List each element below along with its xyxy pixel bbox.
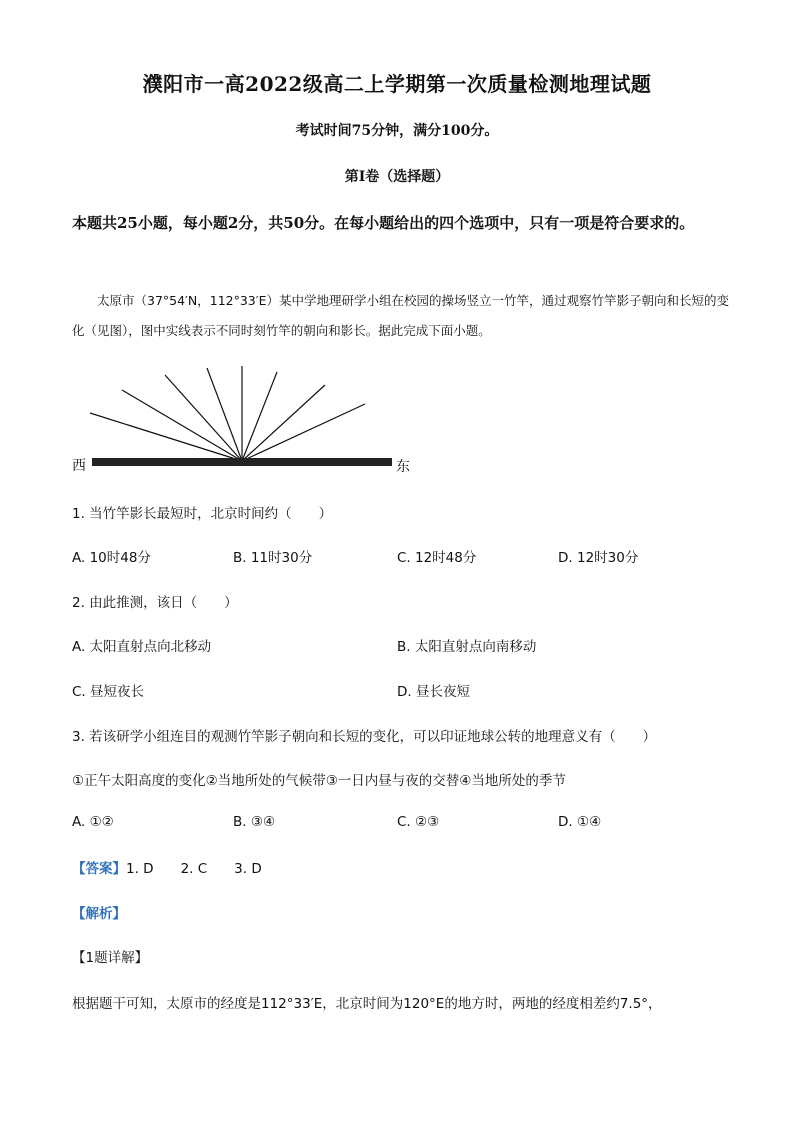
question-3-stem: 3. 若该研学小组连目的观测竹竿影子朝向和长短的变化，可以印证地球公转的地理意义有（ ） [72,729,657,745]
question-3-statements: ①正午太阳高度的变化②当地所处的气候带③一日内昼与夜的交替④当地所处的季节 [72,773,566,789]
exam-info: 考试时间75分钟，满分100分。 [295,123,499,139]
section-heading: 第Ⅰ卷（选择题） [344,169,450,185]
shadow-line [165,375,242,461]
shadow-line [242,385,325,461]
east-label: 东 [396,459,410,475]
q3-option-d[interactable]: D. ①④ [558,814,602,830]
q2-option-d[interactable]: D. 昼长夜短 [397,684,470,700]
q3-option-c[interactable]: C. ②③ [397,814,440,830]
shadow-line [207,368,242,461]
q3-option-a[interactable]: A. ①② [72,814,114,830]
q1-option-c[interactable]: C. 12时48分 [397,550,477,566]
answer-line [72,857,262,877]
q2-option-b[interactable]: B. 太阳直射点向南移动 [397,639,537,655]
section-instructions: 本题共25小题，每小题2分，共50分。在每小题给出的四个选项中，只有一项是符合要求的。 [72,214,695,232]
question-2-stem: 2. 由此推测，该日（ ） [72,595,238,611]
shadow-lines [90,366,365,461]
detail-label: 【1题详解】 [72,950,149,966]
answer-label: 【答案】 [72,861,126,877]
analysis-label: 【解析】 [72,906,126,922]
q1-option-b[interactable]: B. 11时30分 [233,550,313,566]
q2-option-c[interactable]: C. 昼短夜长 [72,684,145,700]
q3-option-b[interactable]: B. ③④ [233,814,276,830]
answer-text: 1. D 2. C 3. D [126,861,262,877]
question-intro: 太原市（37°54′N，112°33′E）某中学地理研学小组在校园的操场竖立一竹竿，通过观察竹竿影子朝向和长短的变化（见图），图中实线表示不同时刻竹竿的朝向和影长。据此完成下面小题。 [72,293,730,338]
detail-text: 根据题干可知，太原市的经度是112°33′E，北京时间为120°E的地方时，两地的经度相差约7.5°， [72,996,662,1012]
shadow-line [122,390,242,461]
page-title: 濮阳市一高2022级高二上学期第一次质量检测地理试题 [142,72,652,96]
shadow-line [90,413,242,461]
shadow-diagram [72,366,422,476]
west-label: 西 [72,458,86,474]
question-1-stem: 1. 当竹竿影长最短时，北京时间约（ ） [72,506,333,522]
q1-option-a[interactable]: A. 10时48分 [72,550,151,566]
q2-option-a[interactable]: A. 太阳直射点向北移动 [72,639,212,655]
ground-bar [92,458,392,466]
q1-option-d[interactable]: D. 12时30分 [558,550,639,566]
